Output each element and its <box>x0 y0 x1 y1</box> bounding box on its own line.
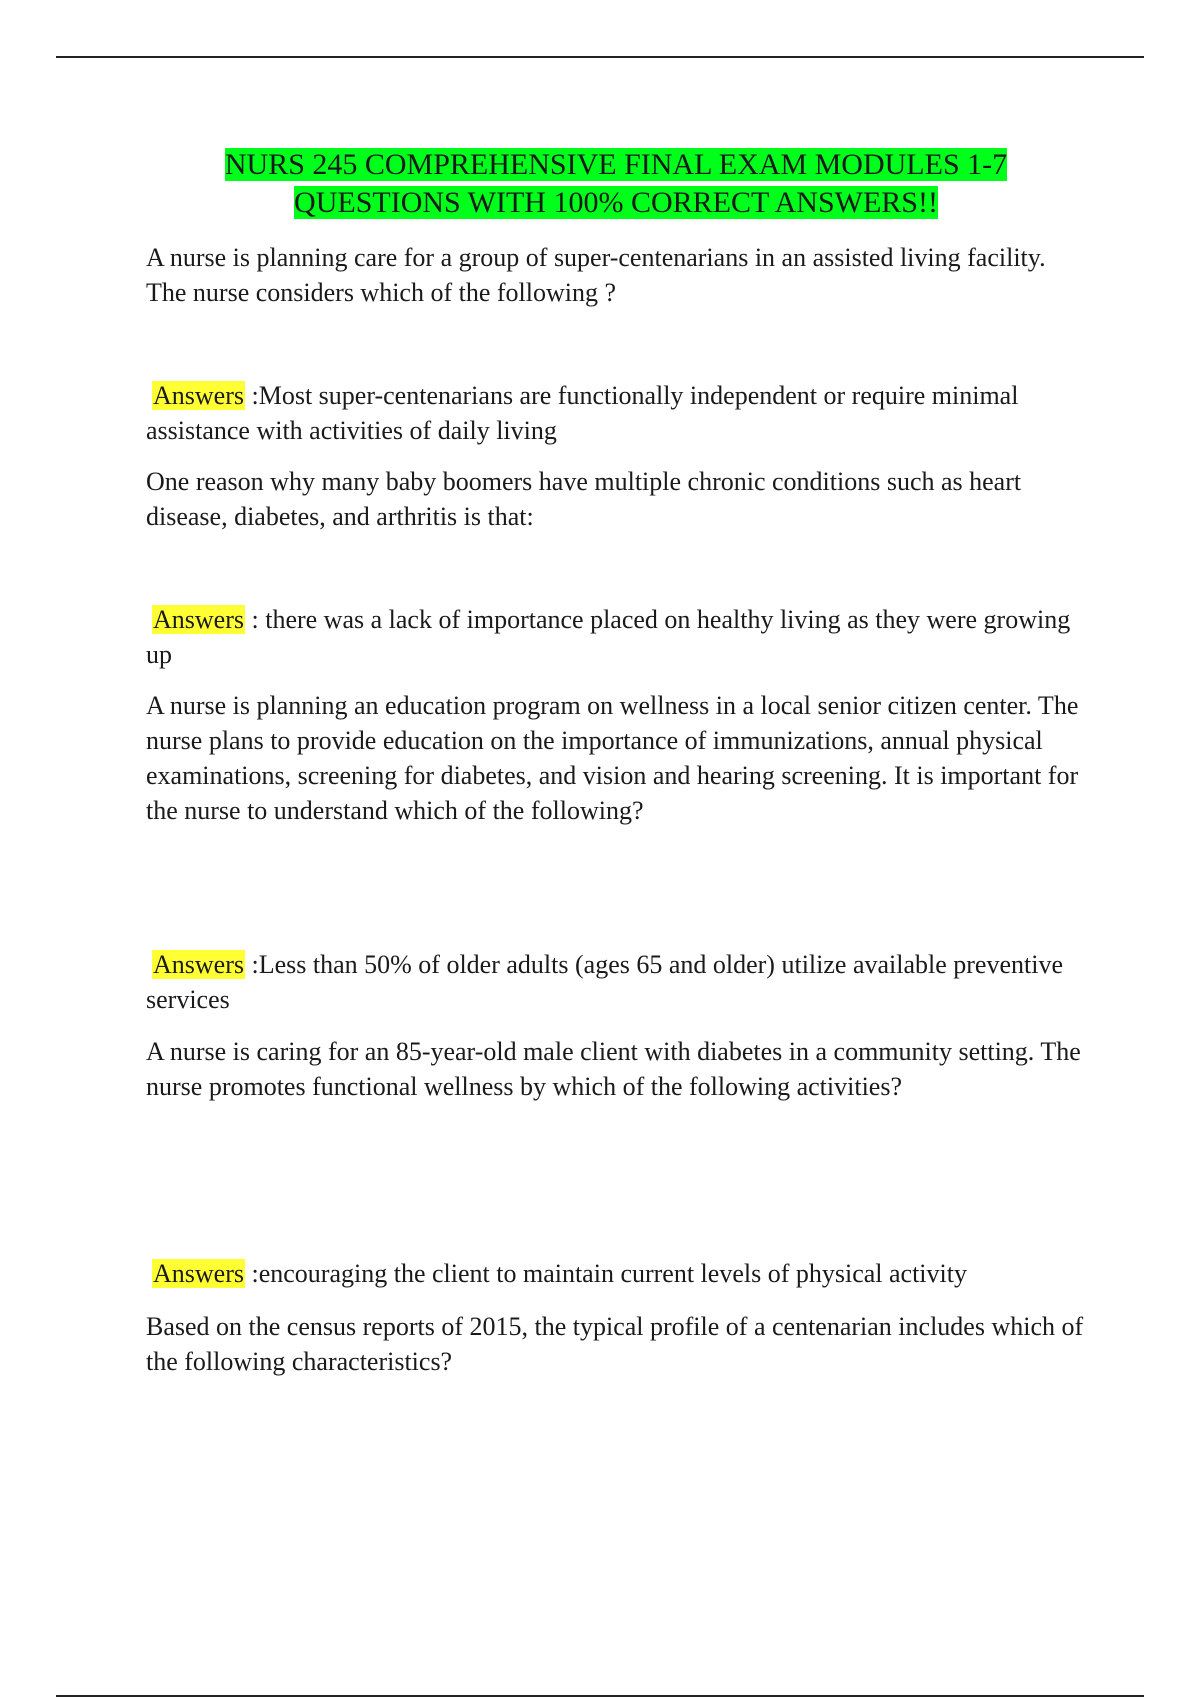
answer-3 <box>146 947 1086 1017</box>
answer-label: Answers <box>153 381 244 410</box>
question-2: One reason why many baby boomers have multiple chronic conditions such as heart disease, diabetes, and arthritis is that: <box>146 467 1022 531</box>
question-3: A nurse is planning an education program on wellness in a local senior citizen center. The nurse plans to provide education on the importance of immunizations, annual physical examinations, screening for diabetes, and vision and hearing screening. It is important for the nurse to understand which of the following? <box>146 691 1079 825</box>
question-5: Based on the census reports of 2015, the typical profile of a centenarian includes which of the following characteristics? <box>146 1312 1084 1376</box>
answer-text: :encouraging the client to maintain current levels of physical activity <box>245 1259 967 1288</box>
bottom-rule <box>56 1695 1144 1697</box>
document-title <box>146 146 1086 222</box>
question-1: A nurse is planning care for a group of super-centenarians in an assisted living facility. The nurse considers which of the following ? <box>146 243 1046 307</box>
answer-text: : there was a lack of importance placed on healthy living as they were growing up <box>146 605 1071 669</box>
answer-4 <box>146 1256 1086 1291</box>
top-rule <box>56 56 1144 58</box>
answer-label: Answers <box>153 1259 244 1288</box>
answer-2 <box>146 602 1086 672</box>
answer-label: Answers <box>153 950 244 979</box>
answer-text: :Less than 50% of older adults (ages 65 and older) utilize available preventive services <box>146 950 1063 1014</box>
question-4: A nurse is caring for an 85-year-old male client with diabetes in a community setting. The nurse promotes functional wellness by which of the following activities? <box>146 1037 1081 1101</box>
title-line-2: QUESTIONS WITH 100% CORRECT ANSWERS!! <box>294 186 938 219</box>
title-line-1: NURS 245 COMPREHENSIVE FINAL EXAM MODULES 1-7 <box>224 148 1008 181</box>
answer-1 <box>146 378 1086 448</box>
answer-text: :Most super-centenarians are functionally independent or require minimal assistance with activities of daily living <box>146 381 1019 445</box>
answer-label: Answers <box>153 605 244 634</box>
